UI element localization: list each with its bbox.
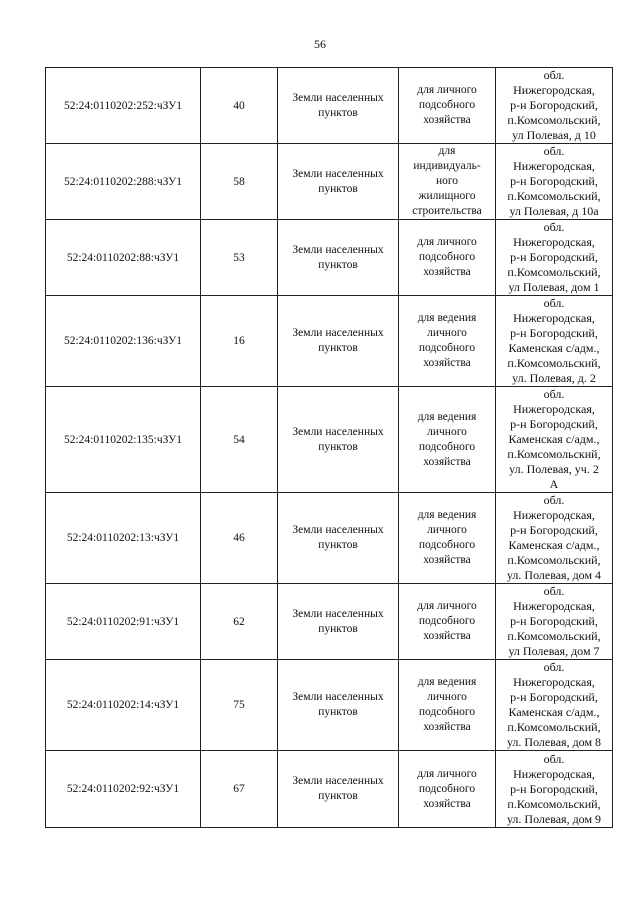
area-cell: 53: [201, 220, 278, 296]
permitted-use-cell: [399, 660, 496, 751]
land-category-cell-line: пунктов: [318, 106, 358, 119]
permitted-use-cell-line: для: [438, 145, 456, 157]
address-cell-line: р-н Богородский,: [510, 250, 598, 264]
address-cell: [496, 144, 613, 220]
land-category-cell-line: Земли населенных: [292, 243, 384, 256]
permitted-use-cell-line: для личного: [417, 84, 477, 96]
land-category-cell-line: пунктов: [318, 706, 358, 718]
permitted-use-cell-line: строительства: [412, 205, 482, 217]
address-cell-line: Нижегородская,: [513, 675, 595, 689]
address-cell-line: обл.: [543, 751, 565, 766]
address-cell-line: ул Полевая, дом 7: [508, 644, 600, 658]
page-number: 56: [314, 37, 326, 51]
permitted-use-cell: [399, 220, 496, 296]
permitted-use-cell: [399, 68, 496, 144]
permitted-use-cell-line: хозяйства: [423, 357, 471, 369]
address-cell-line: р-н Богородский,: [510, 417, 598, 431]
table-row: [46, 751, 613, 828]
address-cell-line: Нижегородская,: [513, 159, 595, 173]
land-category-cell: [278, 144, 399, 220]
cadastral-number-cell: 52:24:0110202:13:чЗУ1: [46, 493, 201, 584]
address-cell-line: Каменская с/адм.,: [508, 705, 600, 719]
address-cell-line: ул. Полевая, д. 2: [512, 371, 596, 385]
address-cell-line: р-н Богородский,: [510, 523, 598, 537]
address-cell: [496, 751, 613, 828]
address-cell: [496, 660, 613, 751]
address-cell-line: п.Комсомольский,: [507, 356, 601, 370]
address-cell-line: р-н Богородский,: [510, 326, 598, 340]
address-cell-line: обл.: [543, 68, 565, 82]
land-category-cell: [278, 220, 399, 296]
land-category-cell-line: Земли населенных: [292, 327, 384, 339]
land-category-cell-line: Земли населенных: [292, 524, 384, 536]
table-row: [46, 144, 613, 220]
cadastral-number-cell: 52:24:0110202:288:чЗУ1: [46, 144, 201, 220]
address-cell-line: обл.: [543, 493, 565, 507]
permitted-use-cell-line: хозяйства: [423, 554, 471, 566]
permitted-use-cell-line: подсобного: [418, 782, 476, 795]
permitted-use-cell-line: ного: [435, 175, 459, 187]
address-cell: [496, 493, 613, 584]
address-cell-line: п.Комсомольский,: [507, 189, 601, 203]
cadastral-number-cell: 52:24:0110202:88:чЗУ1: [46, 220, 201, 296]
permitted-use-cell-line: подсобного: [418, 251, 476, 263]
area-cell: 67: [201, 751, 278, 828]
area-cell: 54: [201, 387, 278, 493]
address-cell-line: Нижегородская,: [513, 311, 595, 325]
table-row: [46, 584, 613, 660]
permitted-use-cell-line: индивидуаль-: [413, 160, 481, 172]
land-category-cell-line: Земли населенных: [292, 607, 384, 620]
table-row: [46, 387, 613, 493]
permitted-use-cell-line: личного: [427, 327, 467, 339]
address-cell-line: обл.: [543, 584, 565, 598]
land-category-cell-line: пунктов: [318, 440, 358, 453]
address-cell-line: р-н Богородский,: [510, 781, 598, 796]
address-cell-line: п.Комсомольский,: [507, 720, 601, 734]
address-cell-line: р-н Богородский,: [510, 174, 598, 188]
address-cell-line: Нижегородская,: [513, 83, 595, 97]
table-row: [46, 660, 613, 751]
land-category-cell-line: пунктов: [318, 258, 358, 271]
land-category-cell-line: пунктов: [318, 790, 358, 802]
address-cell-line: Нижегородская,: [513, 235, 595, 249]
area-cell: 75: [201, 660, 278, 751]
address-cell: [496, 584, 613, 660]
permitted-use-cell-line: хозяйства: [423, 266, 471, 278]
address-cell-line: Нижегородская,: [513, 766, 595, 781]
address-cell: [496, 220, 613, 296]
address-cell-line: Каменская с/адм.,: [508, 341, 600, 355]
address-cell: [496, 296, 613, 387]
land-category-cell-line: Земли населенных: [292, 167, 384, 180]
land-category-cell: [278, 296, 399, 387]
permitted-use-cell-line: для ведения: [417, 509, 477, 521]
table-row: [46, 220, 613, 296]
land-category-cell-line: Земли населенных: [292, 91, 384, 104]
cadastral-number-cell: 52:24:0110202:135:чЗУ1: [46, 387, 201, 493]
cadastral-number-cell: 52:24:0110202:91:чЗУ1: [46, 584, 201, 660]
area-cell: 58: [201, 144, 278, 220]
cadastral-number-cell: 52:24:0110202:92:чЗУ1: [46, 751, 201, 828]
land-category-cell-line: пунктов: [318, 342, 358, 354]
cadastral-number-cell: 52:24:0110202:136:чЗУ1: [46, 296, 201, 387]
permitted-use-cell-line: подсобного: [418, 440, 476, 453]
table-row: [46, 296, 613, 387]
permitted-use-cell-line: для личного: [417, 600, 477, 612]
land-category-cell: [278, 584, 399, 660]
permitted-use-cell-line: подсобного: [418, 99, 476, 111]
address-cell: [496, 68, 613, 144]
permitted-use-cell-line: хозяйства: [423, 455, 471, 468]
permitted-use-cell-line: для ведения: [417, 312, 477, 324]
permitted-use-cell-line: для ведения: [417, 676, 477, 688]
address-cell-line: п.Комсомольский,: [507, 796, 601, 811]
address-cell-line: обл.: [543, 220, 565, 234]
permitted-use-cell: [399, 296, 496, 387]
address-cell-line: п.Комсомольский,: [507, 553, 601, 567]
permitted-use-cell-line: хозяйства: [423, 797, 471, 810]
permitted-use-cell-line: для личного: [417, 767, 477, 780]
permitted-use-cell: [399, 751, 496, 828]
permitted-use-cell-line: для ведения: [417, 410, 477, 423]
area-cell: 46: [201, 493, 278, 584]
land-category-cell: [278, 751, 399, 828]
address-cell-line: п.Комсомольский,: [507, 629, 601, 643]
address-cell-line: Нижегородская,: [513, 599, 595, 613]
permitted-use-cell-line: хозяйства: [423, 114, 471, 126]
land-category-cell: [278, 387, 399, 493]
permitted-use-cell-line: личного: [427, 524, 467, 536]
permitted-use-cell-line: подсобного: [418, 706, 476, 718]
permitted-use-cell: [399, 493, 496, 584]
address-cell-line: п.Комсомольский,: [507, 113, 601, 127]
cadastral-number-cell: 52:24:0110202:252:чЗУ1: [46, 68, 201, 144]
permitted-use-cell-line: подсобного: [418, 342, 476, 354]
permitted-use-cell-line: жилищного: [418, 190, 476, 202]
address-cell-line: обл.: [543, 296, 565, 310]
permitted-use-cell-line: хозяйства: [423, 630, 471, 642]
address-cell: [496, 387, 613, 493]
address-cell-line: Каменская с/адм.,: [508, 432, 600, 446]
address-cell-line: ул Полевая, д 10а: [509, 204, 599, 218]
table-row: [46, 68, 613, 144]
permitted-use-cell-line: личного: [427, 425, 467, 438]
permitted-use-cell: [399, 387, 496, 493]
area-cell: 62: [201, 584, 278, 660]
land-category-cell-line: Земли населенных: [292, 425, 384, 438]
address-cell-line: Нижегородская,: [513, 402, 595, 416]
address-cell-line: п.Комсомольский,: [507, 265, 601, 279]
land-category-cell: [278, 660, 399, 751]
land-category-cell-line: пунктов: [318, 182, 358, 195]
address-cell-line: ул. Полевая, дом 9: [506, 811, 602, 826]
address-cell-line: ул. Полевая, уч. 2: [509, 462, 599, 476]
address-cell-line: п.Комсомольский,: [507, 447, 601, 461]
permitted-use-cell-line: подсобного: [418, 539, 476, 551]
permitted-use-cell-line: для личного: [417, 236, 477, 248]
land-category-cell-line: Земли населенных: [292, 691, 384, 703]
permitted-use-cell-line: хозяйства: [423, 721, 471, 733]
address-cell-line: ул. Полевая, дом 8: [506, 735, 602, 749]
address-cell-line: обл.: [543, 144, 565, 158]
address-cell-line: Нижегородская,: [513, 508, 595, 522]
area-cell: 16: [201, 296, 278, 387]
table-row: [46, 493, 613, 584]
land-category-cell: [278, 68, 399, 144]
address-cell-line: р-н Богородский,: [510, 690, 598, 704]
table-body: [46, 68, 613, 828]
permitted-use-cell-line: личного: [427, 691, 467, 703]
address-cell-line: обл.: [543, 660, 565, 674]
land-category-cell-line: пунктов: [318, 622, 358, 635]
address-cell-line: ул Полевая, д 10: [512, 128, 596, 142]
permitted-use-cell: [399, 584, 496, 660]
permitted-use-cell: [399, 144, 496, 220]
address-cell-line: р-н Богородский,: [510, 614, 598, 628]
cadastral-number-cell: 52:24:0110202:14:чЗУ1: [46, 660, 201, 751]
address-cell-line: ул Полевая, дом 1: [508, 280, 600, 294]
address-cell-line: А: [549, 477, 559, 491]
land-category-cell-line: пунктов: [318, 539, 358, 551]
address-cell-line: обл.: [543, 387, 565, 401]
address-cell-line: Каменская с/адм.,: [508, 538, 600, 552]
permitted-use-cell-line: подсобного: [418, 615, 476, 627]
address-cell-line: ул. Полевая, дом 4: [506, 568, 602, 582]
land-category-cell: [278, 493, 399, 584]
address-cell-line: р-н Богородский,: [510, 98, 598, 112]
land-category-cell-line: Земли населенных: [292, 775, 384, 787]
area-cell: 40: [201, 68, 278, 144]
land-plots-table: [45, 67, 613, 828]
